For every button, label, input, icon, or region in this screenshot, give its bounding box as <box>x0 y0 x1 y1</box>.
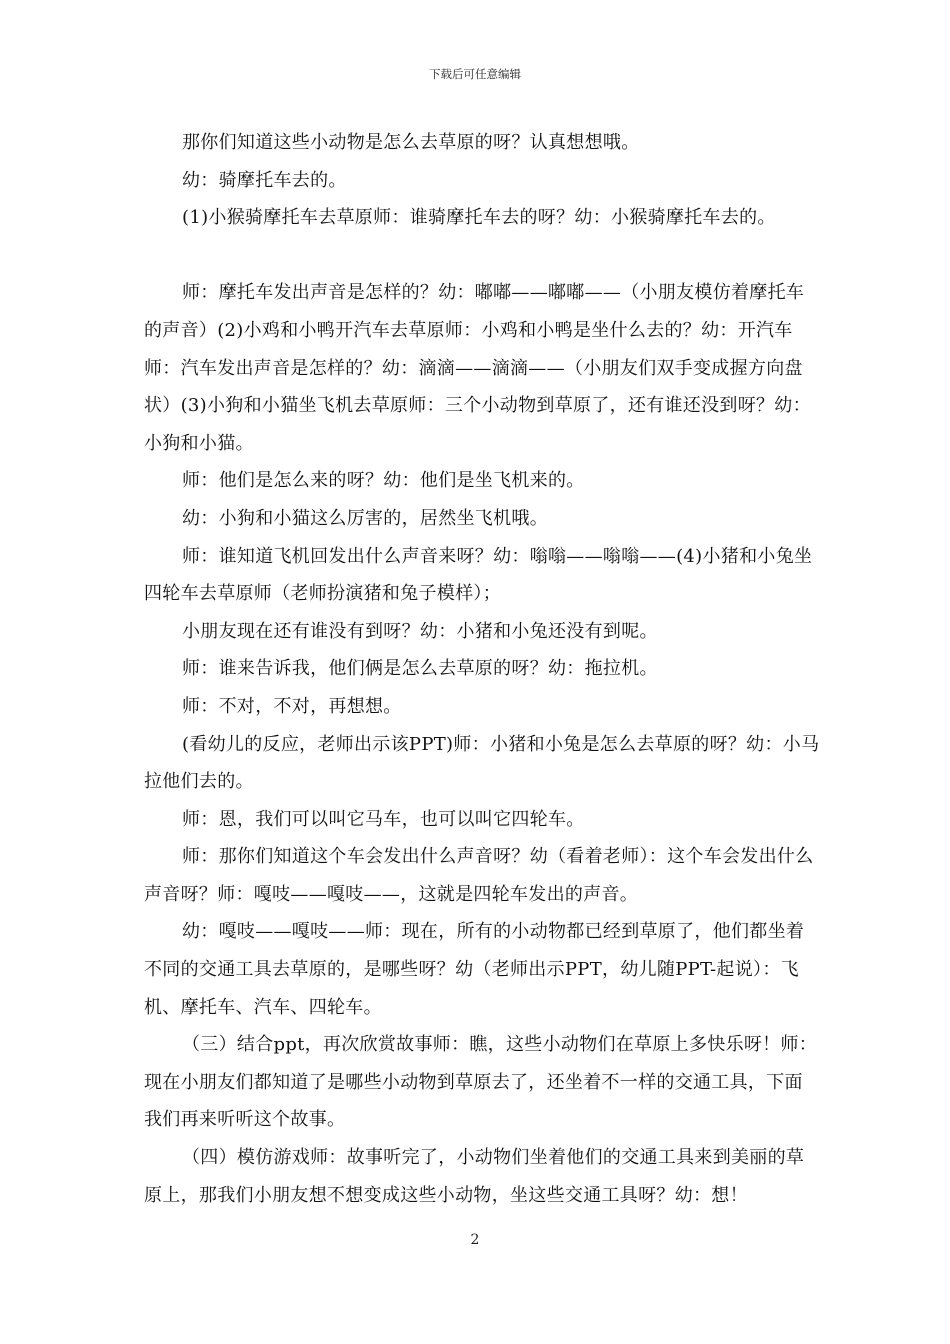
paragraph: 师：谁知道飞机回发出什么声音来呀？幼：嗡嗡——嗡嗡——(4)小猪和小兔坐四轮车去草原师（老师扮演猪和兔子模样）； <box>144 545 813 605</box>
document-body <box>144 124 820 1214</box>
paragraph: 师：谁来告诉我，他们俩是怎么去草原的呀？幼：拖拉机。 <box>182 658 658 680</box>
paragraph: （三）结合ppt，再次欣赏故事师：瞧，这些小动物们在草原上多快乐呀！师：现在小朋友们都知道了是哪些小动物到草原去了，还坐着不一样的交通工具，下面我们再来听听这个故事。 <box>144 1034 818 1131</box>
paragraph: 师：恩，我们可以叫它马车，也可以叫它四轮车。 <box>182 808 585 830</box>
paragraph: (1)小猴骑摩托车去草原师：谁骑摩托车去的呀？幼：小猴骑摩托车去的。 <box>182 207 776 229</box>
paragraph: 幼：骑摩托车去的。 <box>182 169 347 191</box>
paragraph: (看幼儿的反应，老师出示该PPT)师：小猪和小兔是怎么去草原的呀？幼：小马拉他们去的。 <box>144 733 820 793</box>
paragraph: （四）模仿游戏师：故事听完了，小动物们坐着他们的交通工具来到美丽的草原上，那我们小朋友想不想变成这些小动物，坐这些交通工具呀？幼：想！ <box>144 1147 805 1206</box>
paragraph: 师：摩托车发出声音是怎样的？幼：嘟嘟——嘟嘟——（小朋友模仿着摩托车的声音）(2)小鸡和小鸭开汽车去草原师：小鸡和小鸭是坐什么去的？幼：开汽车师：汽车发出声音是怎样的？幼：滴滴——滴滴——（小朋友们双手变成握方向盘状）(3)小狗和小猫坐飞机去草原师：三个小动物到草原了，还有谁还没到呀？幼：小狗和小猫。 <box>144 282 811 454</box>
paragraph: 师：那你们知道这个车会发出什么声音呀？幼（看着老师）：这个车会发出什么声音呀？师：嘎吱——嘎吱——，这就是四轮车发出的声音。 <box>144 846 814 905</box>
paragraph: 幼：嘎吱——嘎吱——师：现在，所有的小动物都已经到草原了，他们都坐着不同的交通工具去草原的，是哪些呀？幼（老师出示PPT，幼儿随PPT-起说）：飞机、摩托车、汽车、四轮车。 <box>144 921 805 1018</box>
paragraph: 幼：小狗和小猫这么厉害的，居然坐飞机哦。 <box>182 507 548 529</box>
paragraph: 师：不对，不对，再想想。 <box>182 695 402 717</box>
paragraph: 小朋友现在还有谁没有到呀？幼：小猪和小兔还没有到呢。 <box>182 620 658 642</box>
paragraph: 师：他们是怎么来的呀？幼：他们是坐飞机来的。 <box>182 470 585 492</box>
paragraph: 那你们知道这些小动物是怎么去草原的呀？认真想想哦。 <box>182 132 640 153</box>
page-number: 2 <box>470 1232 480 1248</box>
page-header: 下载后可任意编辑 <box>429 67 521 81</box>
